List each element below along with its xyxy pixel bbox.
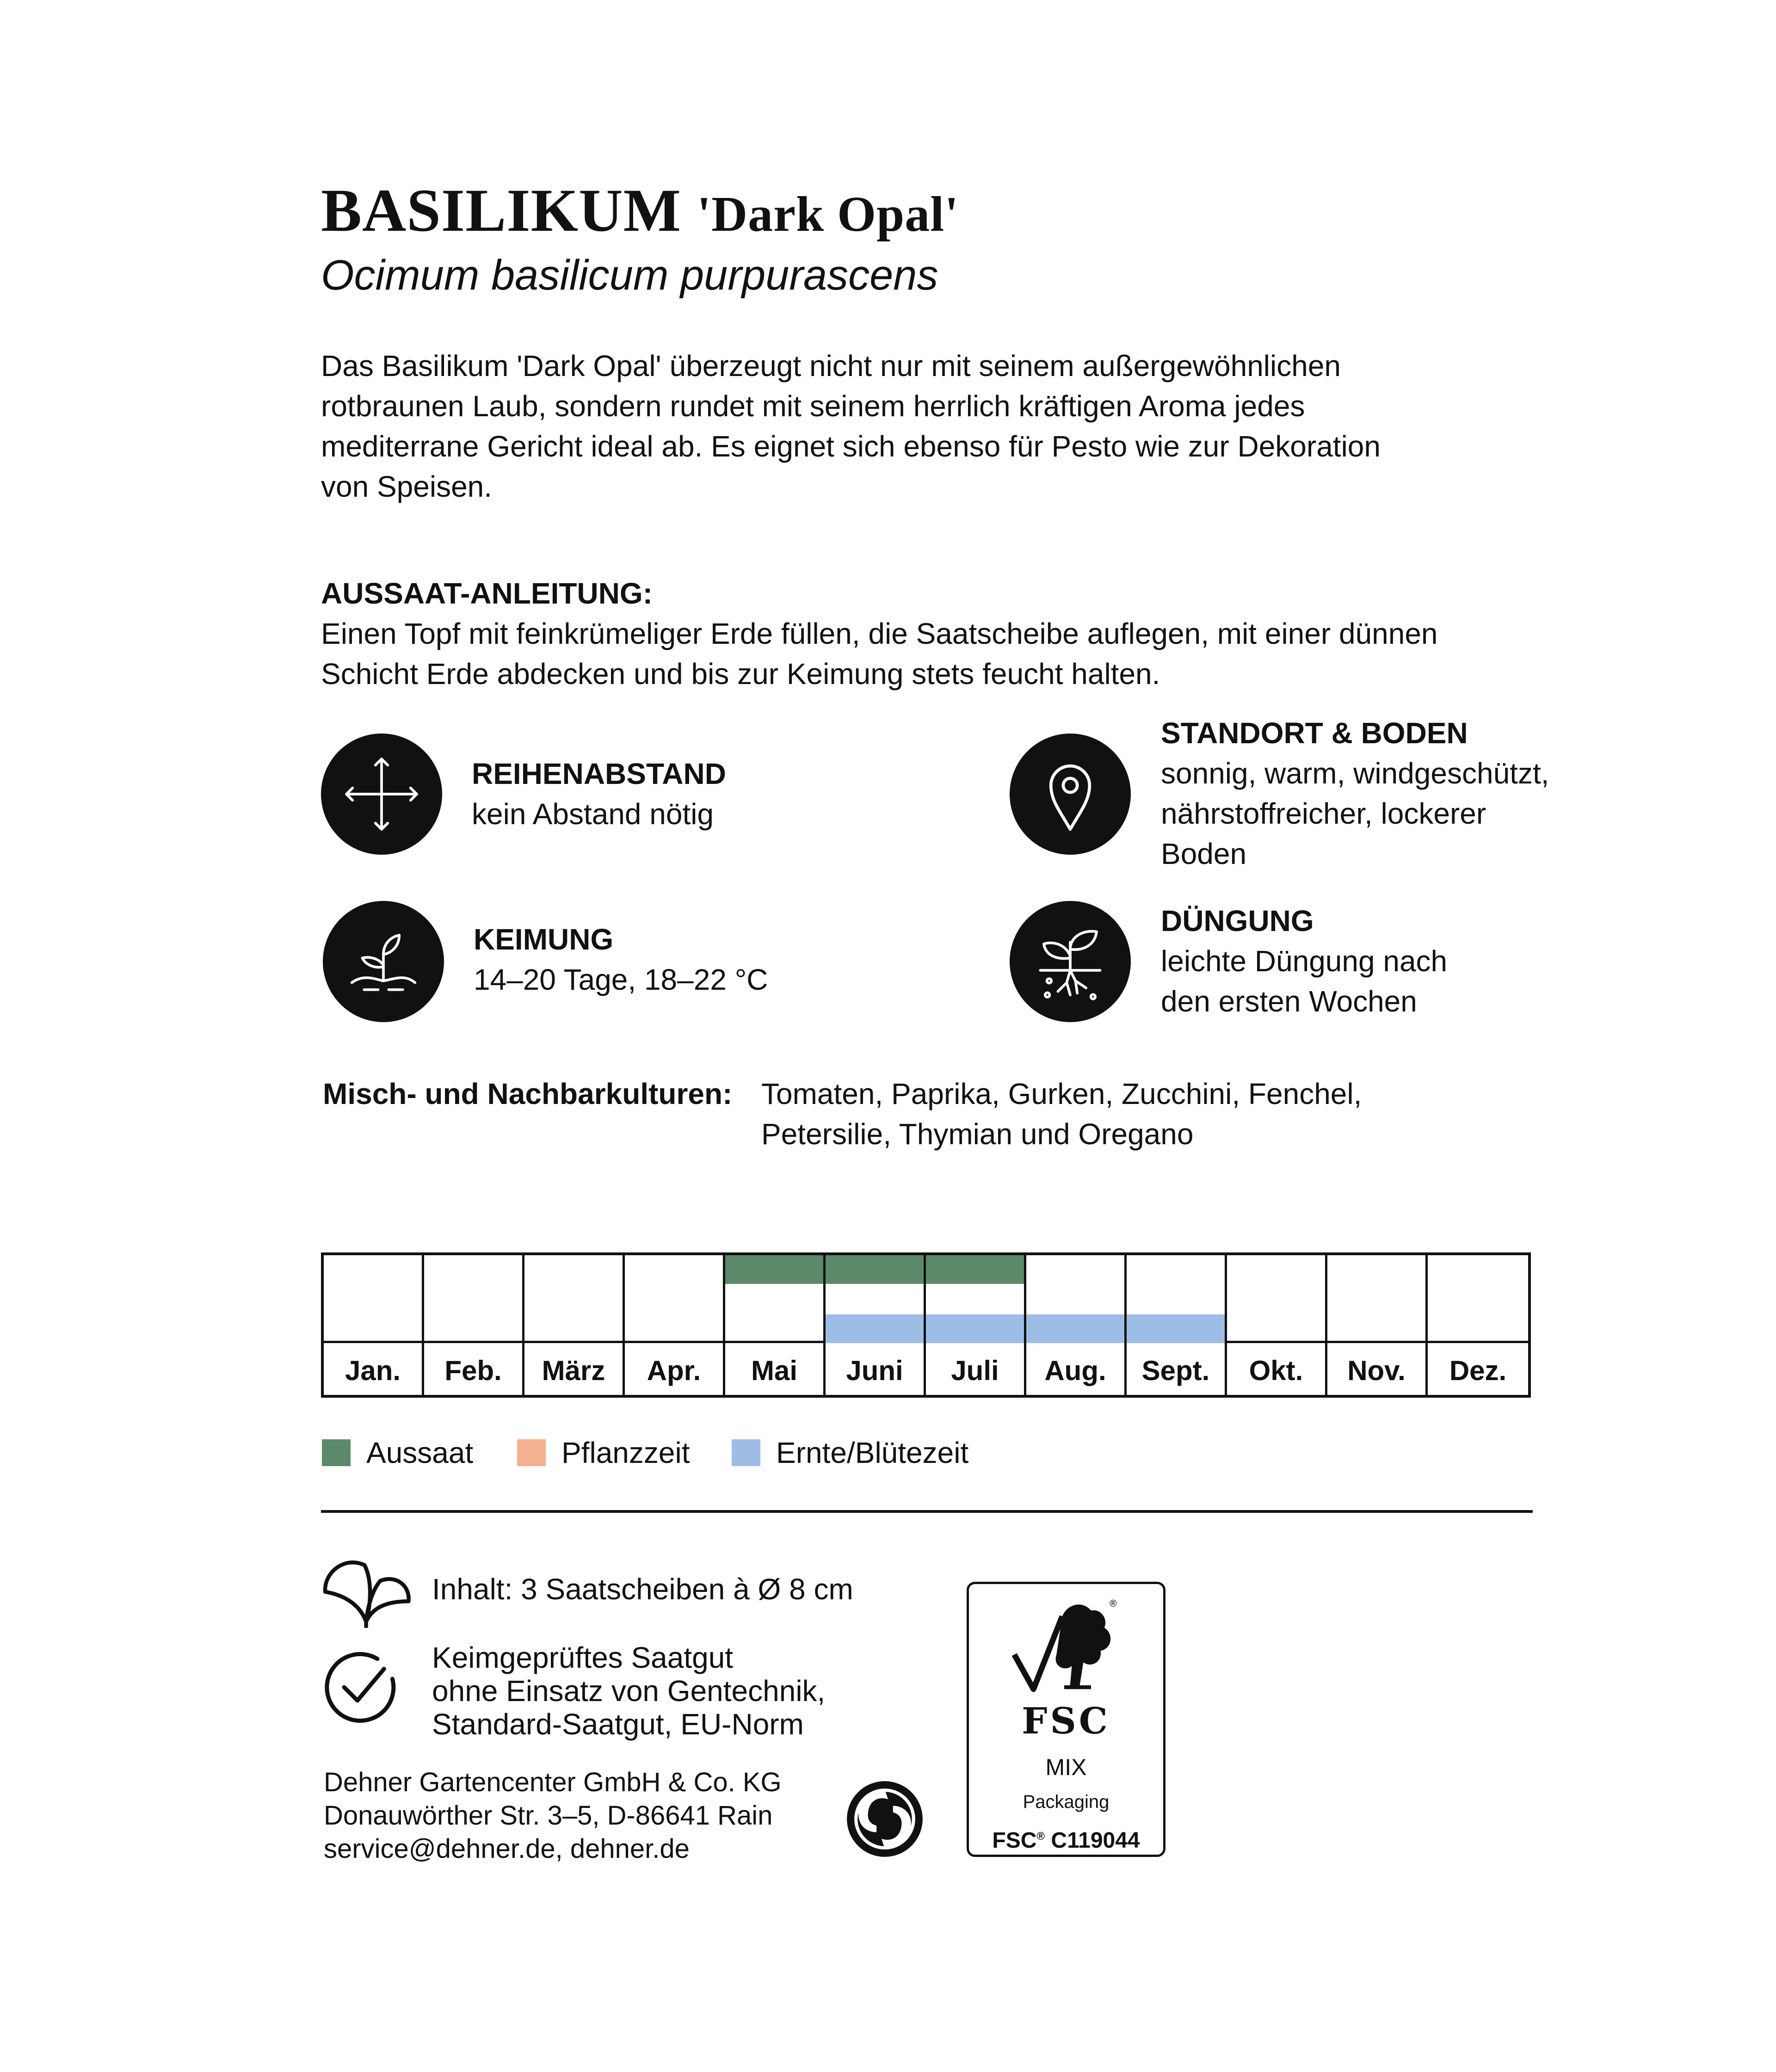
calendar-month [1428, 1255, 1528, 1395]
companions-line: Tomaten, Paprika, Gurken, Zucchini, Fenchel, [761, 1077, 1362, 1110]
legend-item-sowing [322, 1432, 473, 1474]
spacing-label: REIHENABSTAND [472, 757, 726, 790]
harvest-bar [1026, 1314, 1124, 1343]
green-dot-icon [844, 1778, 926, 1860]
contents-text: Inhalt: 3 Saatscheiben à Ø 8 cm [432, 1572, 853, 1606]
fertilizing-line: leichte Düngung nach [1161, 944, 1448, 978]
quality-line: ohne Einsatz von Gentechnik, [432, 1674, 826, 1708]
fsc-word: FSC [1022, 1700, 1110, 1742]
legend-swatch [322, 1439, 351, 1466]
sprout-icon [323, 901, 444, 1022]
legend-item-planting [517, 1432, 690, 1474]
fsc-mix: MIX [1045, 1754, 1087, 1780]
location-label: STANDORT & BODEN [1161, 716, 1468, 750]
calendar-month [625, 1255, 725, 1395]
four-way-arrows-icon [321, 734, 442, 855]
calendar-month-label: Dez. [1449, 1355, 1507, 1386]
sowing-calendar [321, 1252, 1531, 1398]
legend-swatch [732, 1439, 760, 1466]
quality-line: Standard-Saatgut, EU-Norm [432, 1708, 804, 1741]
location-info [1161, 713, 1549, 874]
map-pin-icon [1010, 734, 1131, 855]
fsc-code-prefix: FSC [992, 1828, 1037, 1853]
germination-label: KEIMUNG [474, 923, 614, 956]
quality-line: Keimgeprüftes Saatgut [432, 1641, 734, 1674]
companions-list [761, 1074, 1362, 1154]
calendar-month-label: Juni [846, 1355, 903, 1386]
calendar-month-label: Mai [751, 1355, 798, 1386]
sowing-line: Schicht Erde abdecken und bis zur Keimung stets feucht halten. [321, 657, 1160, 691]
fsc-tree-icon [1004, 1595, 1128, 1701]
check-circle-icon [319, 1646, 402, 1729]
calendar-month-label: Okt. [1249, 1355, 1303, 1386]
calendar-month-label: Jan. [345, 1355, 401, 1386]
location-line: sonnig, warm, windgeschützt, [1161, 757, 1549, 790]
companions-label: Misch- und Nachbarkulturen: [323, 1077, 733, 1110]
product-title [321, 176, 959, 249]
calendar-month-bars [324, 1255, 422, 1343]
calendar-month [524, 1255, 625, 1395]
calendar-month-label: Apr. [647, 1355, 701, 1386]
calendar-month-label: Aug. [1044, 1355, 1106, 1386]
fsc-code: C119044 [1051, 1828, 1140, 1853]
spacing-info [472, 754, 726, 834]
fertilizing-label: DÜNGUNG [1161, 904, 1314, 937]
plant-roots-icon [1010, 901, 1131, 1022]
description-line: rotbraunen Laub, sondern rundet mit seinem herrlich kräftigen Aroma jedes [321, 389, 1305, 423]
description-line: mediterrane Gericht ideal ab. Es eignet sich ebenso für Pesto wie zur Dekoration [321, 430, 1381, 463]
calendar-month-bars [424, 1255, 522, 1343]
sowing-bar [926, 1255, 1024, 1284]
calendar-month [424, 1255, 524, 1395]
company-address [324, 1766, 782, 1866]
address-line: service@dehner.de, dehner.de [324, 1834, 690, 1864]
legend-label: Aussaat [366, 1436, 474, 1469]
calendar-month-label: Sept. [1141, 1355, 1210, 1386]
legend-swatch [517, 1439, 546, 1466]
harvest-bar [1127, 1314, 1225, 1343]
location-line: Boden [1161, 837, 1247, 870]
calendar-month-label: Nov. [1347, 1355, 1406, 1386]
legend-item-harvest [732, 1432, 968, 1474]
sowing-line: Einen Topf mit feinkrümeliger Erde füllen, die Saatscheibe auflegen, mit einer dünnen [321, 617, 1438, 650]
sowing-bar [826, 1255, 924, 1284]
fsc-logo [967, 1582, 1166, 1857]
calendar-month [324, 1255, 424, 1395]
address-line: Donauwörther Str. 3–5, D-86641 Rain [324, 1801, 773, 1831]
calendar-month-bars [826, 1255, 924, 1343]
contents-info [432, 1572, 853, 1606]
product-variety: 'Dark Opal' [697, 187, 959, 242]
fertilizing-line: den ersten Wochen [1161, 985, 1417, 1018]
calendar-month-label: Feb. [444, 1355, 502, 1386]
description-line: von Speisen. [321, 470, 493, 503]
calendar-month-bars [725, 1255, 823, 1343]
calendar-month [1026, 1255, 1127, 1395]
calendar-month-bars [1327, 1255, 1425, 1343]
calendar-month-bars [926, 1255, 1024, 1343]
germination-value: 14–20 Tage, 18–22 °C [474, 963, 768, 996]
calendar-month [1227, 1255, 1327, 1395]
fsc-license-code [992, 1823, 1140, 1855]
calendar-month-bars [625, 1255, 723, 1343]
product-name: BASILIKUM [321, 176, 682, 244]
fsc-packaging: Packaging [1023, 1792, 1110, 1812]
germination-info [474, 919, 768, 1000]
calendar-month [1327, 1255, 1428, 1395]
calendar-month-bars [1428, 1255, 1528, 1343]
calendar-month-label: Juli [951, 1355, 999, 1386]
calendar-month-bars [1127, 1255, 1225, 1343]
companions-line: Petersilie, Thymian und Oregano [761, 1117, 1194, 1151]
calendar-month [826, 1255, 926, 1395]
latin-name: Ocimum basilicum purpurascens [321, 252, 938, 299]
spacing-value: kein Abstand nötig [472, 797, 714, 831]
fertilizing-info [1161, 901, 1447, 1022]
description-line: Das Basilikum 'Dark Opal' überzeugt nicht nur mit seinem außergewöhnlichen [321, 349, 1341, 382]
location-line: nährstoffreicher, lockerer [1161, 797, 1486, 830]
leaves-icon [319, 1549, 416, 1628]
calendar-month [926, 1255, 1026, 1395]
calendar-month-bars [524, 1255, 623, 1343]
legend-label: Ernte/Blütezeit [776, 1436, 969, 1469]
sowing-bar [725, 1255, 823, 1284]
calendar-month [1127, 1255, 1227, 1395]
calendar-month-label: März [542, 1355, 605, 1386]
address-line: Dehner Gartencenter GmbH & Co. KG [324, 1767, 782, 1797]
divider [321, 1510, 1533, 1513]
calendar-month-bars [1026, 1255, 1124, 1343]
harvest-bar [826, 1314, 924, 1343]
sowing-heading: AUSSAAT-ANLEITUNG: [321, 577, 653, 610]
sowing-instructions [321, 614, 1570, 694]
legend-label: Pflanzzeit [561, 1436, 690, 1469]
svg-text:®: ® [1108, 1597, 1118, 1609]
product-description [321, 346, 1570, 507]
fsc-registered-mark: ® [1036, 1830, 1045, 1843]
harvest-bar [926, 1314, 1024, 1343]
calendar-month [725, 1255, 826, 1395]
calendar-month-bars [1227, 1255, 1325, 1343]
quality-info [432, 1641, 825, 1741]
